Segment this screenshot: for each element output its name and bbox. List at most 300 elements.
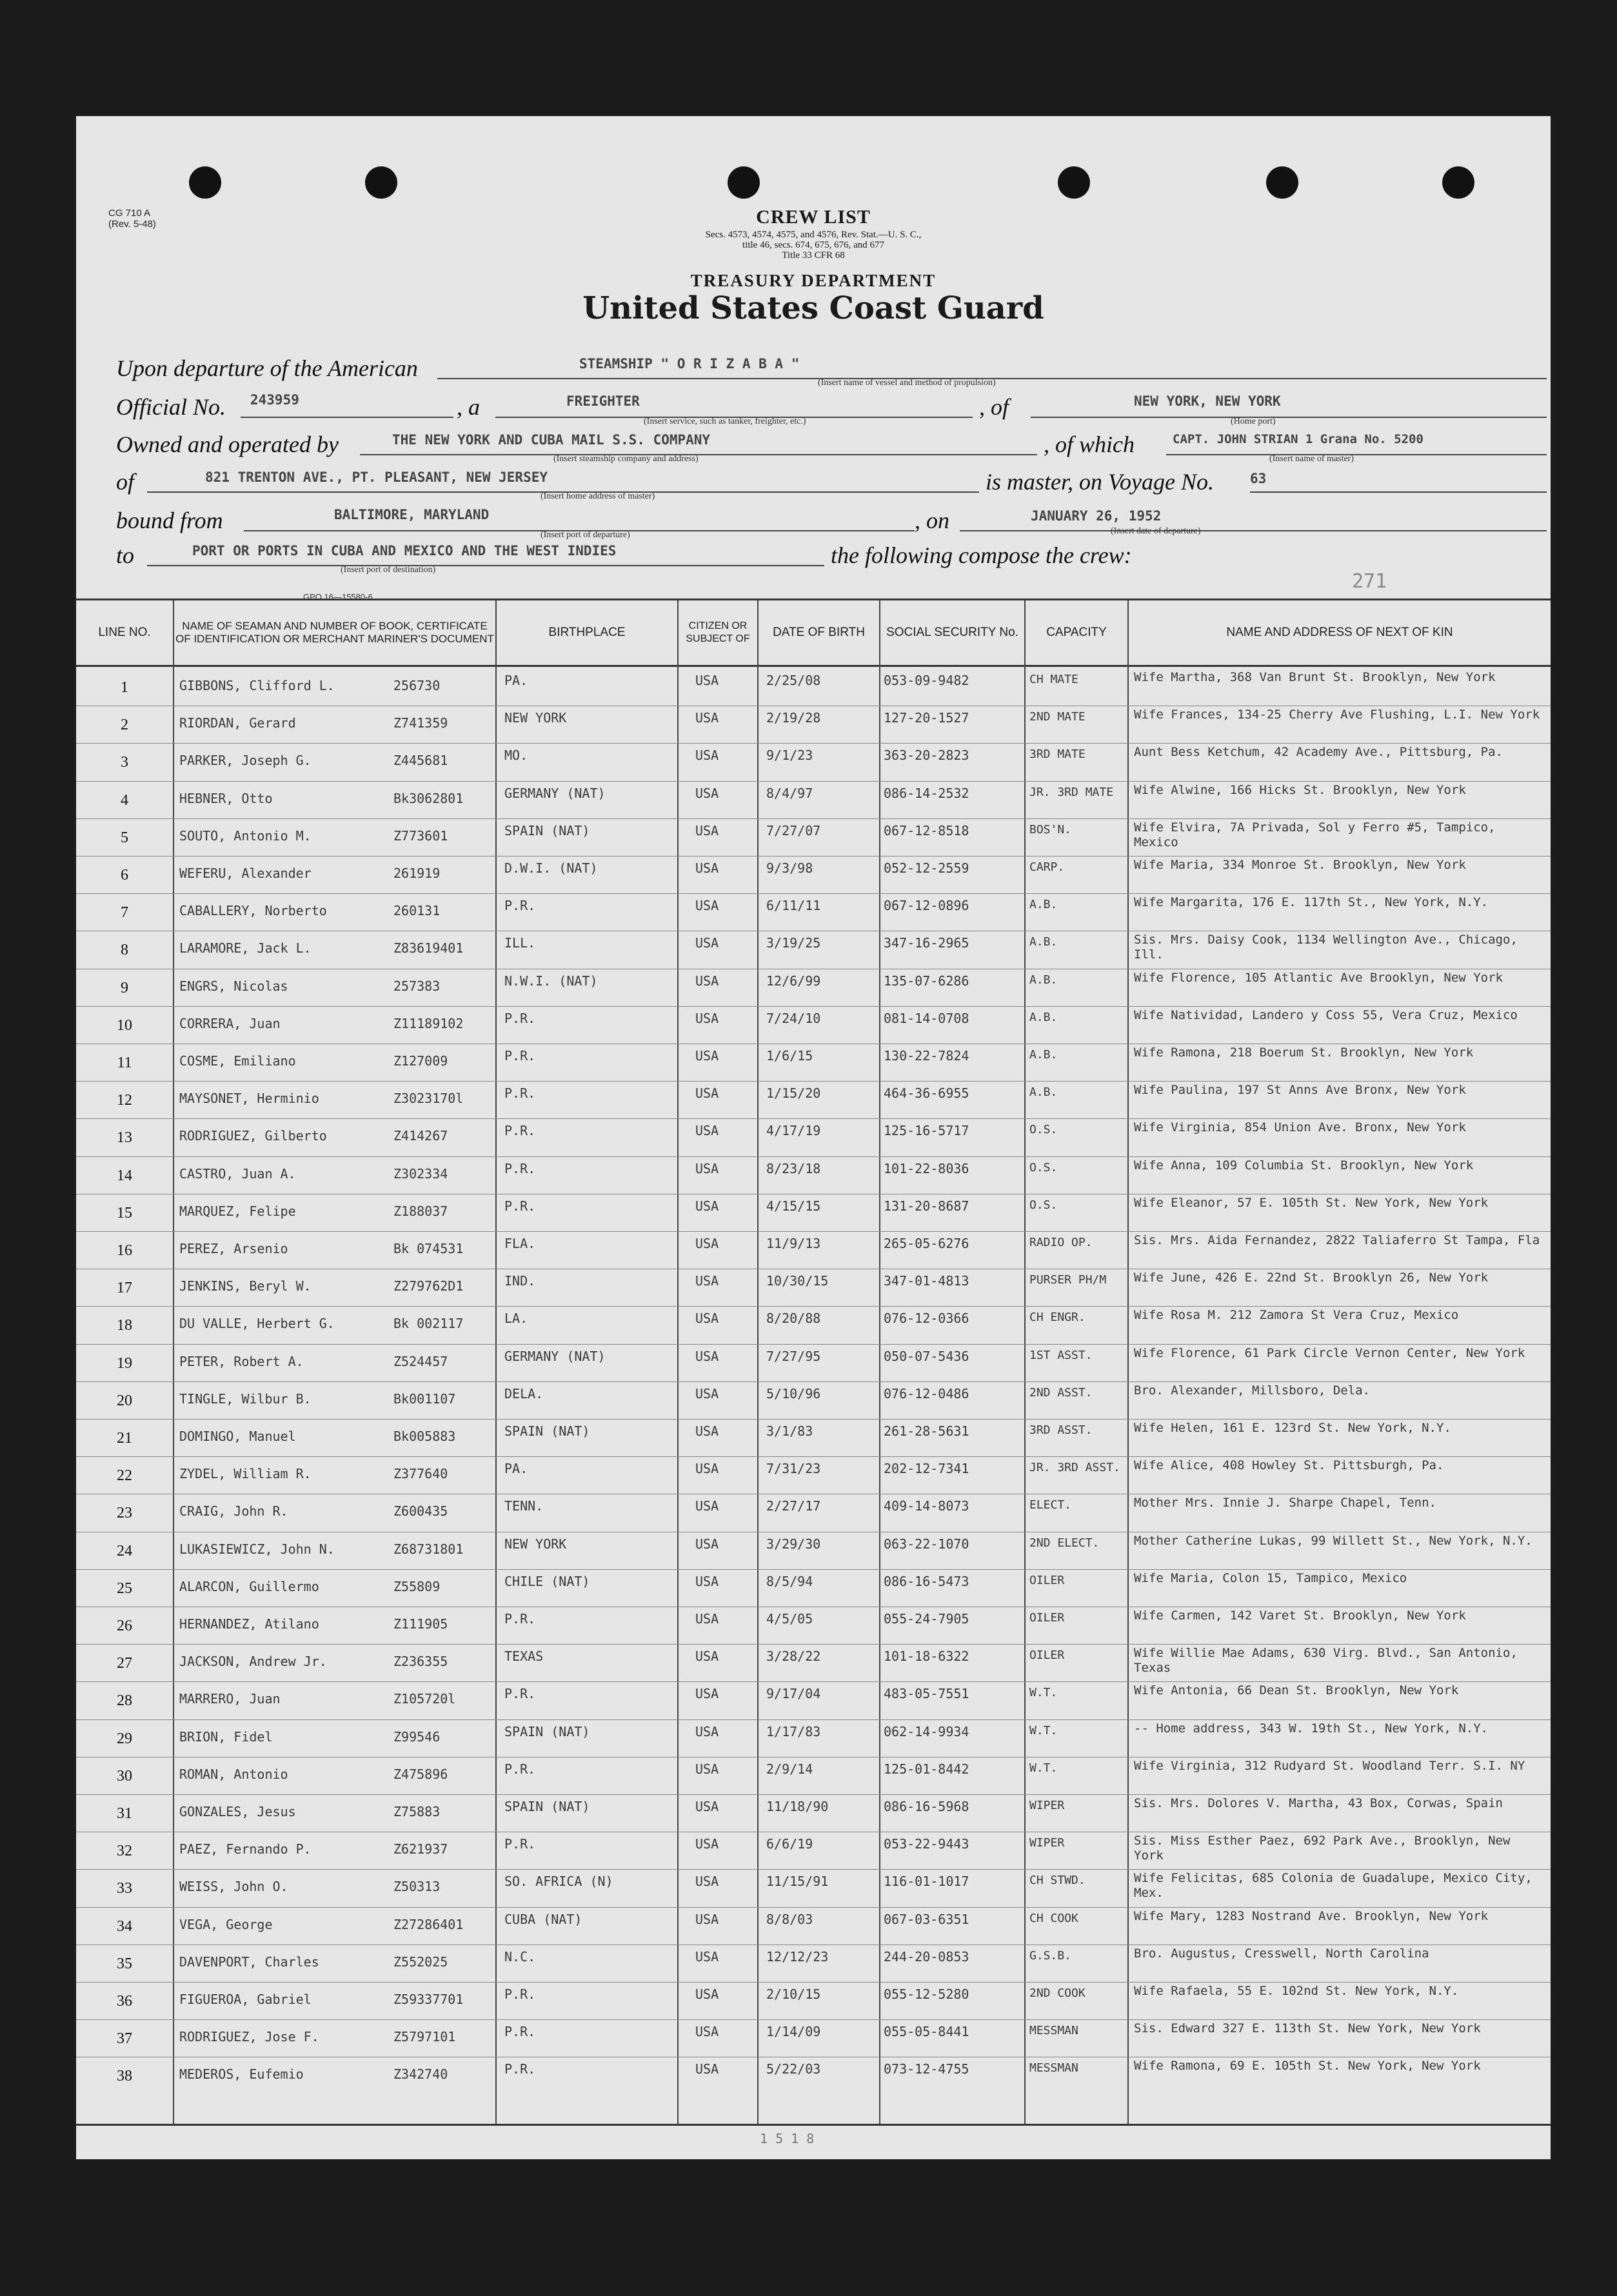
- cell-name: LUKASIEWICZ, John N.: [179, 1541, 335, 1557]
- cell-birthplace: DELA.: [504, 1385, 544, 1401]
- cell-line: 2: [121, 717, 128, 734]
- cell-capacity: W.T.: [1029, 1686, 1058, 1700]
- statute-reference: [76, 230, 1551, 261]
- cell-capacity: JR. 3RD ASST.: [1029, 1461, 1120, 1475]
- cell-kin: Wife Antonia, 66 Dean St. Brooklyn, New York: [1134, 1683, 1459, 1698]
- cell-capacity: OILER: [1029, 1573, 1065, 1587]
- cell-line: 3: [121, 754, 128, 771]
- cell-book: Z621937: [393, 1841, 448, 1857]
- table-row: [76, 1420, 1551, 1457]
- cell-dob: 2/9/14: [766, 1761, 813, 1777]
- table-row: [76, 706, 1551, 744]
- cell-book: Z27286401: [393, 1916, 464, 1932]
- cell-citizen: USA: [695, 1836, 719, 1852]
- cell-name: MAYSONET, Herminio: [179, 1091, 319, 1107]
- cell-line: 20: [117, 1392, 132, 1409]
- table-row: [76, 1983, 1551, 2020]
- cell-capacity: 2ND ASST.: [1029, 1385, 1093, 1400]
- cell-name: GONZALES, Jesus: [179, 1804, 296, 1819]
- cell-birthplace: P.R.: [504, 2024, 536, 2040]
- cell-kin: Sis. Mrs. Daisy Cook, 1134 Wellington Ave., Chicago, Ill.: [1134, 933, 1518, 962]
- cell-birthplace: NEW YORK: [504, 1536, 567, 1552]
- header-ssn: SOCIAL SECURITY No.: [886, 626, 1018, 639]
- home-port: NEW YORK, NEW YORK: [1134, 393, 1281, 409]
- hint-destination: (Insert port of destination): [341, 565, 436, 575]
- cell-ssn: 127-20-1527: [884, 710, 969, 726]
- cell-name: WEFERU, Alexander: [179, 866, 312, 881]
- cell-dob: 4/15/15: [766, 1198, 821, 1214]
- cell-birthplace: P.R.: [504, 1048, 536, 1064]
- cell-name: DAVENPORT, Charles: [179, 1954, 319, 1970]
- cell-ssn: 125-01-8442: [884, 1761, 969, 1777]
- cell-ssn: 363-20-2823: [884, 747, 969, 764]
- table-row: [76, 969, 1551, 1007]
- label-bound-from: bound from: [116, 508, 223, 533]
- cell-ssn: 053-22-9443: [884, 1836, 969, 1852]
- table-row: [76, 669, 1551, 706]
- cell-capacity: 2ND MATE: [1029, 710, 1086, 724]
- cell-capacity: BOS'N.: [1029, 822, 1072, 836]
- cell-dob: 9/17/04: [766, 1686, 821, 1702]
- cell-birthplace: P.R.: [504, 1085, 536, 1102]
- crew-table: [76, 599, 1551, 2126]
- cell-citizen: USA: [695, 935, 719, 951]
- cell-ssn: 483-05-7551: [884, 1686, 969, 1702]
- cell-kin: Wife Virginia, 312 Rudyard St. Woodland Terr. S.I. NY: [1134, 1758, 1525, 1773]
- cell-citizen: USA: [695, 2061, 719, 2077]
- cell-book: Z105720l: [393, 1691, 456, 1707]
- cell-kin: Wife Maria, 334 Monroe St. Brooklyn, New York: [1134, 858, 1466, 872]
- header-next-of-kin: NAME AND ADDRESS OF NEXT OF KIN: [1226, 626, 1453, 639]
- cell-kin: Wife Margarita, 176 E. 117th St., New York, N.Y.: [1134, 895, 1489, 910]
- table-row: [76, 1345, 1551, 1382]
- cell-book: Z741359: [393, 715, 448, 731]
- cell-kin: Wife Helen, 161 E. 123rd St. New York, N.Y.: [1134, 1421, 1451, 1435]
- cell-capacity: 2ND COOK: [1029, 1986, 1086, 2000]
- cell-line: 5: [121, 829, 128, 846]
- cell-book: Z524457: [393, 1353, 448, 1369]
- cell-kin: Wife Willie Mae Adams, 630 Virg. Blvd., San Antonio, Texas: [1134, 1646, 1518, 1676]
- cell-name: GIBBONS, Clifford L.: [179, 678, 335, 693]
- cell-ssn: 409-14-8073: [884, 1498, 969, 1514]
- cell-name: ROMAN, Antonio: [179, 1766, 288, 1782]
- cell-capacity: W.T.: [1029, 1723, 1058, 1737]
- cell-kin: -- Home address, 343 W. 19th St., New York, N.Y.: [1134, 1721, 1489, 1736]
- cell-line: 6: [121, 867, 128, 884]
- cell-line: 17: [117, 1280, 132, 1297]
- cell-dob: 5/10/96: [766, 1385, 821, 1401]
- official-no: 243959: [250, 392, 299, 408]
- cell-book: Z99546: [393, 1728, 441, 1745]
- cell-book: Z302334: [393, 1165, 448, 1182]
- table-row: [76, 1870, 1551, 1907]
- cell-birthplace: PA.: [504, 1461, 528, 1477]
- hint-master-address: (Insert home address of master): [541, 491, 655, 501]
- cell-kin: Wife Rosa M. 212 Zamora St Vera Cruz, Mexico: [1134, 1308, 1459, 1323]
- cell-capacity: O.S.: [1029, 1160, 1058, 1174]
- cell-kin: Bro. Alexander, Millsboro, Dela.: [1134, 1383, 1371, 1398]
- cell-kin: Sis. Mrs. Dolores V. Martha, 43 Box, Corwas, Spain: [1134, 1796, 1503, 1810]
- cell-capacity: CH STWD.: [1029, 1874, 1086, 1888]
- cell-kin: Wife June, 426 E. 22nd St. Brooklyn 26, New York: [1134, 1271, 1489, 1285]
- cell-citizen: USA: [695, 1761, 719, 1777]
- cell-capacity: O.S.: [1029, 1198, 1058, 1212]
- cell-book: Z445681: [393, 753, 448, 769]
- cell-kin: Wife Alice, 408 Howley St. Pittsburgh, Pa.: [1134, 1458, 1444, 1473]
- cell-ssn: 261-28-5631: [884, 1423, 969, 1439]
- cell-capacity: ELECT.: [1029, 1498, 1072, 1512]
- cell-capacity: A.B.: [1029, 973, 1058, 987]
- table-row: [76, 1720, 1551, 1757]
- vessel-service: FREIGHTER: [566, 393, 640, 409]
- cell-dob: 8/20/88: [766, 1311, 821, 1327]
- cell-capacity: CH ENGR.: [1029, 1311, 1086, 1325]
- table-row: [76, 1570, 1551, 1607]
- cell-capacity: G.S.B.: [1029, 1948, 1072, 1963]
- table-row: [76, 1194, 1551, 1232]
- cell-book: Z552025: [393, 1954, 448, 1970]
- cell-book: 257383: [393, 978, 441, 994]
- cell-ssn: 086-16-5473: [884, 1573, 969, 1589]
- cell-name: RIORDAN, Gerard: [179, 715, 296, 731]
- cell-ssn: 131-20-8687: [884, 1198, 969, 1214]
- table-row: [76, 856, 1551, 894]
- cell-ssn: 076-12-0366: [884, 1311, 969, 1327]
- cell-capacity: 3RD ASST.: [1029, 1423, 1093, 1437]
- cell-birthplace: MO.: [504, 747, 528, 764]
- cell-birthplace: N.C.: [504, 1948, 536, 1964]
- cell-dob: 1/6/15: [766, 1048, 813, 1064]
- cell-book: 260131: [393, 903, 441, 919]
- cell-ssn: 073-12-4755: [884, 2061, 969, 2077]
- cell-citizen: USA: [695, 1948, 719, 1964]
- cell-dob: 8/8/03: [766, 1911, 813, 1927]
- cell-dob: 7/27/95: [766, 1348, 821, 1364]
- label-following: the following compose the crew:: [831, 542, 1132, 568]
- cell-line: 4: [121, 791, 128, 809]
- cell-kin: Wife Frances, 134-25 Cherry Ave Flushing, L.I. New York: [1134, 708, 1540, 722]
- crew-list-sheet: [76, 116, 1551, 2159]
- cell-kin: Bro. Augustus, Cresswell, North Carolina: [1134, 1946, 1429, 1961]
- cell-line: 31: [117, 1805, 132, 1822]
- cell-citizen: USA: [695, 1160, 719, 1176]
- agency-name: United States Coast Guard: [582, 290, 1044, 326]
- table-row: [76, 1832, 1551, 1870]
- cell-dob: 11/18/90: [766, 1799, 829, 1814]
- cell-name: TINGLE, Wilbur B.: [179, 1390, 312, 1407]
- cell-ssn: 055-24-7905: [884, 1611, 969, 1627]
- cell-birthplace: SPAIN (NAT): [504, 1799, 590, 1814]
- cell-capacity: MESSMAN: [1029, 2024, 1078, 2038]
- form-code: CG 710 A: [108, 208, 151, 219]
- cell-ssn: 055-12-5280: [884, 1986, 969, 2002]
- cell-name: ALARCON, Guillermo: [179, 1578, 319, 1594]
- cell-birthplace: P.R.: [504, 898, 536, 914]
- cell-book: Z236355: [393, 1654, 448, 1670]
- cell-name: CRAIG, John R.: [179, 1503, 288, 1519]
- cell-name: WEISS, John O.: [179, 1879, 288, 1895]
- footer-mark: 1 5 1 8: [760, 2131, 815, 2146]
- cell-name: DU VALLE, Herbert G.: [179, 1316, 335, 1332]
- cell-dob: 10/30/15: [766, 1273, 829, 1289]
- master-name: CAPT. JOHN STRIAN 1 Grana No. 5200: [1173, 432, 1424, 446]
- header-citizen: CITIZEN OR SUBJECT OF: [686, 620, 750, 644]
- cell-birthplace: LA.: [504, 1311, 528, 1327]
- cell-ssn: 101-18-6322: [884, 1648, 969, 1665]
- cell-capacity: CH COOK: [1029, 1911, 1078, 1925]
- cell-ssn: 202-12-7341: [884, 1461, 969, 1477]
- cell-name: DOMINGO, Manuel: [179, 1429, 296, 1444]
- cell-line: 14: [117, 1167, 132, 1184]
- table-row: [76, 1494, 1551, 1532]
- cell-capacity: WIPER: [1029, 1799, 1065, 1812]
- table-row: [76, 782, 1551, 819]
- table-row: [76, 1457, 1551, 1494]
- cell-book: Z279762D1: [393, 1278, 464, 1294]
- table-row: [76, 1607, 1551, 1645]
- cell-name: LARAMORE, Jack L.: [179, 940, 312, 956]
- cell-book: Z600435: [393, 1503, 448, 1519]
- punch-hole: [1266, 166, 1298, 199]
- cell-name: ENGRS, Nicolas: [179, 978, 288, 994]
- table-row: [76, 1007, 1551, 1044]
- cell-name: JACKSON, Andrew Jr.: [179, 1654, 327, 1670]
- cell-ssn: 050-07-5436: [884, 1348, 969, 1364]
- label-of-address: of: [116, 469, 135, 495]
- table-row: [76, 1945, 1551, 1983]
- table-row: [76, 1532, 1551, 1570]
- cell-citizen: USA: [695, 1536, 719, 1552]
- departure-port: BALTIMORE, MARYLAND: [334, 507, 490, 522]
- cell-book: Z773601: [393, 827, 448, 844]
- cell-capacity: A.B.: [1029, 898, 1058, 912]
- cell-line: 10: [117, 1016, 132, 1034]
- cell-birthplace: P.R.: [504, 1686, 536, 1702]
- cell-capacity: CARP.: [1029, 860, 1065, 874]
- cell-ssn: 067-12-0896: [884, 898, 969, 914]
- cell-citizen: USA: [695, 973, 719, 989]
- table-row: [76, 744, 1551, 781]
- cell-ssn: 086-14-2532: [884, 785, 969, 801]
- table-row: [76, 931, 1551, 969]
- voyage-no-field: [1250, 468, 1547, 493]
- cell-citizen: USA: [695, 1273, 719, 1289]
- cell-capacity: OILER: [1029, 1611, 1065, 1625]
- cell-kin: Wife Ramona, 69 E. 105th St. New York, New York: [1134, 2059, 1481, 2073]
- cell-ssn: 076-12-0486: [884, 1385, 969, 1401]
- cell-birthplace: IND.: [504, 1273, 536, 1289]
- cell-book: Z3023170l: [393, 1091, 464, 1107]
- cell-name: HEBNER, Otto: [179, 790, 273, 806]
- form-title: CREW LIST: [756, 206, 871, 228]
- cell-kin: Wife Eleanor, 57 E. 105th St. New York, New York: [1134, 1195, 1489, 1210]
- label-on: , on: [915, 508, 949, 533]
- cell-name: VEGA, George: [179, 1916, 273, 1932]
- table-row: [76, 1795, 1551, 1832]
- cell-ssn: 055-05-8441: [884, 2024, 969, 2040]
- cell-book: Z68731801: [393, 1541, 464, 1557]
- cell-ssn: 130-22-7824: [884, 1048, 969, 1064]
- hint-vessel: (Insert name of vessel and method of propulsion): [818, 378, 996, 388]
- cell-birthplace: P.R.: [504, 1123, 536, 1139]
- cell-line: 1: [121, 679, 128, 696]
- cell-book: Z342740: [393, 2066, 448, 2083]
- cell-kin: Wife Paulina, 197 St Anns Ave Bronx, New York: [1134, 1083, 1466, 1098]
- cell-line: 26: [117, 1618, 132, 1634]
- cell-book: Bk001107: [393, 1390, 456, 1407]
- cell-capacity: 1ST ASST.: [1029, 1348, 1093, 1362]
- cell-line: 27: [117, 1655, 132, 1672]
- cell-dob: 7/24/10: [766, 1010, 821, 1026]
- cell-dob: 1/17/83: [766, 1723, 821, 1739]
- table-row: [76, 1682, 1551, 1719]
- cell-line: 11: [117, 1054, 132, 1071]
- cell-citizen: USA: [695, 898, 719, 914]
- cell-birthplace: SPAIN (NAT): [504, 1723, 590, 1739]
- cell-dob: 9/1/23: [766, 747, 813, 764]
- cell-dob: 2/10/15: [766, 1986, 821, 2002]
- cell-citizen: USA: [695, 1648, 719, 1665]
- cell-line: 24: [117, 1542, 132, 1559]
- cell-name: HERNANDEZ, Atilano: [179, 1616, 319, 1632]
- cell-citizen: USA: [695, 1048, 719, 1064]
- cell-dob: 7/31/23: [766, 1461, 821, 1477]
- table-row: [76, 1645, 1551, 1682]
- label-owned: Owned and operated by: [116, 431, 339, 457]
- cell-kin: Wife Florence, 61 Park Circle Vernon Center, New York: [1134, 1345, 1525, 1360]
- cell-book: 256730: [393, 678, 441, 693]
- destination: PORT OR PORTS IN CUBA AND MEXICO AND THE WEST INDIES: [192, 543, 617, 559]
- cell-dob: 4/5/05: [766, 1611, 813, 1627]
- table-row: [76, 2020, 1551, 2057]
- cell-book: Bk3062801: [393, 790, 464, 806]
- cell-citizen: USA: [695, 1423, 719, 1439]
- cell-birthplace: P.R.: [504, 2061, 536, 2077]
- cell-book: Z475896: [393, 1766, 448, 1782]
- cell-citizen: USA: [695, 1461, 719, 1477]
- cell-citizen: USA: [695, 710, 719, 726]
- cell-book: Bk 002117: [393, 1316, 464, 1332]
- departure-date: JANUARY 26, 1952: [1031, 508, 1162, 524]
- label-of: , of: [979, 394, 1009, 420]
- cell-ssn: 062-14-9934: [884, 1723, 969, 1739]
- cell-birthplace: SPAIN (NAT): [504, 1423, 590, 1439]
- cell-ssn: 086-16-5968: [884, 1799, 969, 1814]
- cell-name: PEREZ, Arsenio: [179, 1241, 288, 1256]
- statute-line: Title 33 CFR 68: [782, 250, 845, 261]
- punch-hole: [189, 166, 221, 199]
- statute-line: title 46, secs. 674, 675, 676, and 677: [742, 240, 884, 250]
- cell-book: Z75883: [393, 1804, 441, 1819]
- cell-dob: 12/6/99: [766, 973, 821, 989]
- cell-citizen: USA: [695, 1911, 719, 1927]
- cell-line: 23: [117, 1505, 132, 1522]
- cell-kin: Aunt Bess Ketchum, 42 Academy Ave., Pittsburg, Pa.: [1134, 745, 1503, 760]
- cell-citizen: USA: [695, 1686, 719, 1702]
- cell-line: 8: [121, 942, 128, 959]
- cell-kin: Wife Florence, 105 Atlantic Ave Brooklyn, New York: [1134, 970, 1503, 985]
- cell-name: CABALLERY, Norberto: [179, 903, 327, 919]
- hint-master: (Insert name of master): [1269, 454, 1354, 464]
- cell-ssn: 081-14-0708: [884, 1010, 969, 1026]
- cell-dob: 3/28/22: [766, 1648, 821, 1665]
- cell-citizen: USA: [695, 1311, 719, 1327]
- cell-citizen: USA: [695, 785, 719, 801]
- cell-line: 35: [117, 1955, 132, 1972]
- cell-ssn: 265-05-6276: [884, 1236, 969, 1251]
- cell-ssn: 101-22-8036: [884, 1160, 969, 1176]
- cell-ssn: 244-20-0853: [884, 1948, 969, 1964]
- cell-citizen: USA: [695, 1198, 719, 1214]
- cell-capacity: JR. 3RD MATE: [1029, 785, 1114, 799]
- cell-name: MARRERO, Juan: [179, 1691, 281, 1707]
- cell-capacity: PURSER PH/M: [1029, 1273, 1107, 1287]
- cell-capacity: OILER: [1029, 1648, 1065, 1663]
- table-row: [76, 1157, 1551, 1194]
- hint-service: (Insert service, such as tanker, freighter, etc.): [644, 417, 806, 426]
- cell-dob: 11/9/13: [766, 1236, 821, 1251]
- cell-capacity: W.T.: [1029, 1761, 1058, 1775]
- cell-capacity: O.S.: [1029, 1123, 1058, 1137]
- cell-line: 32: [117, 1843, 132, 1860]
- cell-dob: 8/5/94: [766, 1573, 813, 1589]
- cell-kin: Sis. Miss Esther Paez, 692 Park Ave., Brooklyn, New York: [1134, 1834, 1511, 1863]
- table-row: [76, 1082, 1551, 1119]
- cell-citizen: USA: [695, 1874, 719, 1890]
- form-revision: (Rev. 5-48): [108, 219, 156, 230]
- cell-kin: Wife Martha, 368 Van Brunt St. Brooklyn, New York: [1134, 670, 1496, 684]
- cell-citizen: USA: [695, 860, 719, 876]
- punch-hole: [1058, 166, 1090, 199]
- cell-dob: 1/14/09: [766, 2024, 821, 2040]
- cell-birthplace: ILL.: [504, 935, 536, 951]
- cell-citizen: USA: [695, 1348, 719, 1364]
- label-is-master: is master, on Voyage No.: [986, 469, 1214, 495]
- cell-birthplace: P.R.: [504, 1010, 536, 1026]
- punch-hole: [365, 166, 397, 199]
- cell-citizen: USA: [695, 2024, 719, 2040]
- cell-birthplace: P.R.: [504, 1160, 536, 1176]
- cell-citizen: USA: [695, 1723, 719, 1739]
- cell-citizen: USA: [695, 1010, 719, 1026]
- cell-line: 34: [117, 1917, 132, 1935]
- header-line-no: LINE NO.: [98, 626, 151, 639]
- hint-home-port: (Home port): [1231, 417, 1276, 426]
- cell-birthplace: NEW YORK: [504, 710, 567, 726]
- label-to: to: [116, 542, 135, 568]
- cell-capacity: 2ND ELECT.: [1029, 1536, 1100, 1550]
- cell-line: 22: [117, 1467, 132, 1485]
- cell-citizen: USA: [695, 1986, 719, 2002]
- cell-book: Z111905: [393, 1616, 448, 1632]
- home-port-field: [1031, 393, 1547, 418]
- cell-dob: 7/27/07: [766, 822, 821, 838]
- cell-ssn: 464-36-6955: [884, 1085, 969, 1102]
- cell-birthplace: P.R.: [504, 1198, 536, 1214]
- cell-name: PARKER, Joseph G.: [179, 753, 312, 769]
- cell-name: RODRIGUEZ, Jose F.: [179, 2029, 319, 2045]
- cell-dob: 3/29/30: [766, 1536, 821, 1552]
- cell-name: CASTRO, Juan A.: [179, 1165, 296, 1182]
- cell-book: Z50313: [393, 1879, 441, 1895]
- cell-name: PETER, Robert A.: [179, 1353, 304, 1369]
- hint-owner: (Insert steamship company and address): [553, 454, 699, 464]
- gpo-code: GPO 16—15580-6: [303, 592, 373, 602]
- table-row: [76, 819, 1551, 856]
- cell-citizen: USA: [695, 1085, 719, 1102]
- cell-name: RODRIGUEZ, Gilberto: [179, 1128, 327, 1144]
- cell-birthplace: P.R.: [504, 1761, 536, 1777]
